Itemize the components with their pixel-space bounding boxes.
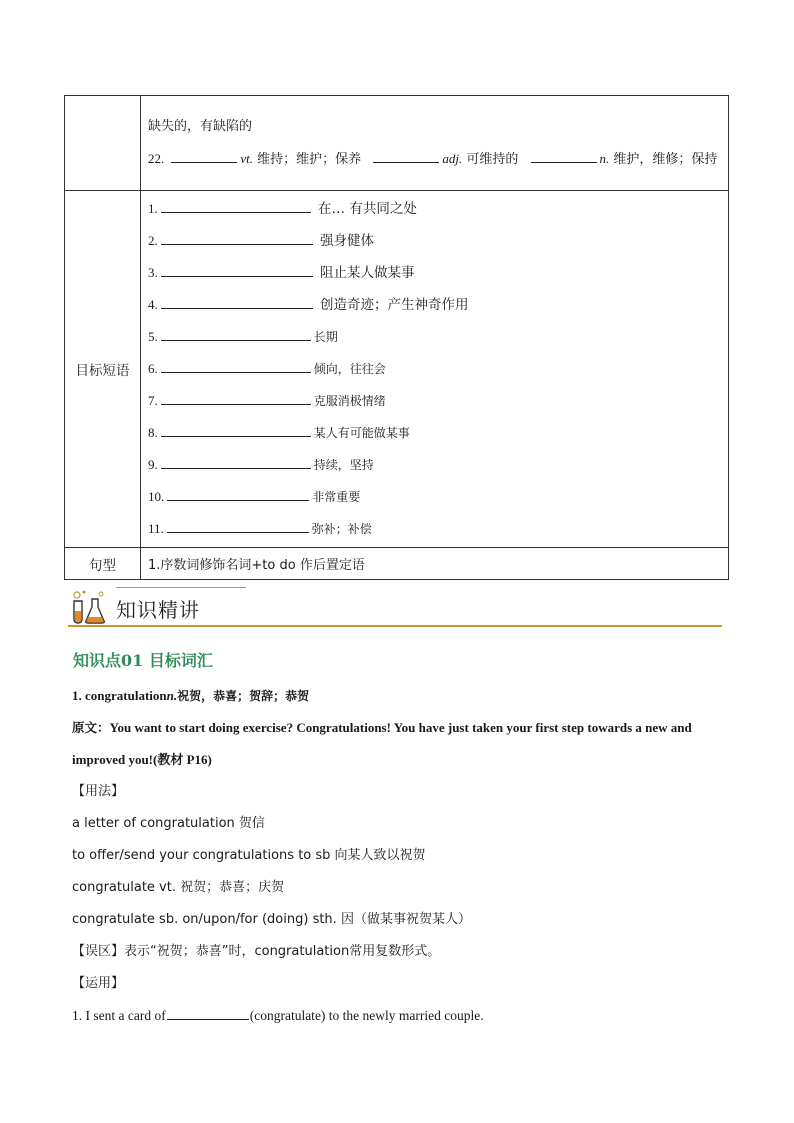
sentence-pattern: 1.序数词修饰名词+to do 作后置定语 <box>141 548 729 580</box>
vocab-item-22 <box>148 143 721 176</box>
answer-blank[interactable] <box>161 390 311 405</box>
answer-blank[interactable] <box>161 326 311 341</box>
vocab-cell <box>141 96 729 191</box>
phrase-meaning: 强身健体 <box>320 233 375 249</box>
row-label: 目标短语 <box>65 191 141 548</box>
table-row <box>65 96 729 191</box>
item-number: 4. <box>148 297 158 312</box>
row-label-empty <box>65 96 141 191</box>
source-content: You want to start doing exercise? Congratulations! You have just taken your first step towards a new and improved you!(教材 P16) <box>72 720 692 767</box>
word-heading <box>72 680 722 712</box>
phrase-item <box>148 321 721 353</box>
item-number: 5. <box>148 329 158 344</box>
item-number: 8. <box>148 425 158 440</box>
usage-item: to offer/send your congratulations to sb 向某人致以祝贺 <box>72 848 426 863</box>
knowledge-point-title: 知识点01 目标词汇 <box>73 651 213 670</box>
answer-blank[interactable] <box>373 148 439 163</box>
phrase-meaning: 在… 有共同之处 <box>318 201 417 217</box>
vocab-line-continued: 缺失的，有缺陷的 <box>148 118 253 134</box>
exercise-text: 1. I sent a card of <box>72 1008 166 1023</box>
divider <box>68 625 722 627</box>
usage-item: congratulate vt. 祝贺；恭喜；庆贺 <box>72 880 285 895</box>
phrase-item <box>148 385 721 417</box>
answer-blank[interactable] <box>161 262 313 277</box>
item-number: 1. <box>148 201 158 216</box>
heading-pos: n. <box>166 688 178 703</box>
item-number: 11. <box>148 521 164 536</box>
section-title: 知识精讲 <box>116 598 200 622</box>
item-number: 9. <box>148 457 158 472</box>
phrase-meaning: 克服消极情绪 <box>313 394 386 408</box>
answer-blank[interactable] <box>167 1007 249 1020</box>
phrase-meaning: 创造奇迹；产生神奇作用 <box>320 297 469 313</box>
definition: 可维持的 <box>466 151 519 167</box>
phrase-item <box>148 353 721 385</box>
answer-blank[interactable] <box>161 294 313 309</box>
phrase-meaning: 阻止某人做某事 <box>320 265 415 281</box>
item-number: 10. <box>148 489 165 504</box>
phrase-meaning: 持续，坚持 <box>313 458 374 472</box>
phrase-meaning: 长期 <box>313 330 338 344</box>
answer-blank[interactable] <box>161 358 311 373</box>
phrase-item <box>148 225 721 257</box>
item-number: 2. <box>148 233 158 248</box>
phrase-item <box>148 481 721 513</box>
item-number: 7. <box>148 393 158 408</box>
usage-item: congratulate sb. on/upon/for (doing) sth. 因（做某事祝贺某人） <box>72 912 471 927</box>
phrase-cell <box>141 191 729 548</box>
row-label: 句型 <box>65 548 141 580</box>
item-number: 6. <box>148 361 158 376</box>
pos-label: n. <box>599 150 610 166</box>
phrase-meaning: 弥补；补偿 <box>311 522 372 536</box>
error-note: 【误区】表示“祝贺；恭喜”时，congratulation常用复数形式。 <box>72 944 441 959</box>
answer-blank[interactable] <box>161 454 311 469</box>
heading-word: 1. congratulation <box>72 688 167 703</box>
phrase-meaning: 倾向，往往会 <box>313 362 386 376</box>
pos-label: vt. <box>240 150 254 166</box>
phrase-item <box>148 257 721 289</box>
exercise-item <box>72 1000 722 1032</box>
usage-label: 【用法】 <box>72 784 125 799</box>
section-header <box>68 583 722 627</box>
flask-icon <box>70 589 110 625</box>
answer-blank[interactable] <box>171 148 237 163</box>
divider <box>116 587 246 588</box>
item-number: 22. <box>148 150 165 166</box>
answer-blank[interactable] <box>161 422 311 437</box>
table-row <box>65 191 729 548</box>
answer-blank[interactable] <box>531 148 597 163</box>
answer-blank[interactable] <box>167 518 309 533</box>
heading-definition: 祝贺，恭喜；贺辞；恭贺 <box>177 689 310 703</box>
definition: 维护，维修；保持 <box>613 151 718 167</box>
item-number: 3. <box>148 265 158 280</box>
source-text <box>72 712 722 776</box>
phrase-item <box>148 417 721 449</box>
phrase-item <box>148 449 721 481</box>
phrase-item <box>148 513 721 545</box>
answer-blank[interactable] <box>167 486 309 501</box>
answer-blank[interactable] <box>161 198 311 213</box>
phrase-item <box>148 289 721 321</box>
vocab-table <box>64 95 729 580</box>
source-label: 原文： <box>72 720 110 735</box>
phrase-meaning: 某人有可能做某事 <box>313 426 410 440</box>
definition: 维持；维护；保养 <box>257 151 362 167</box>
phrase-item <box>148 193 721 225</box>
table-row <box>65 548 729 580</box>
usage-item: a letter of congratulation 贺信 <box>72 816 265 831</box>
phrase-meaning: 非常重要 <box>312 490 361 504</box>
exercise-text: (congratulate) to the newly married couple. <box>249 1008 484 1023</box>
pos-label: adj. <box>442 150 463 166</box>
answer-blank[interactable] <box>161 230 313 245</box>
practice-label: 【运用】 <box>72 976 125 991</box>
